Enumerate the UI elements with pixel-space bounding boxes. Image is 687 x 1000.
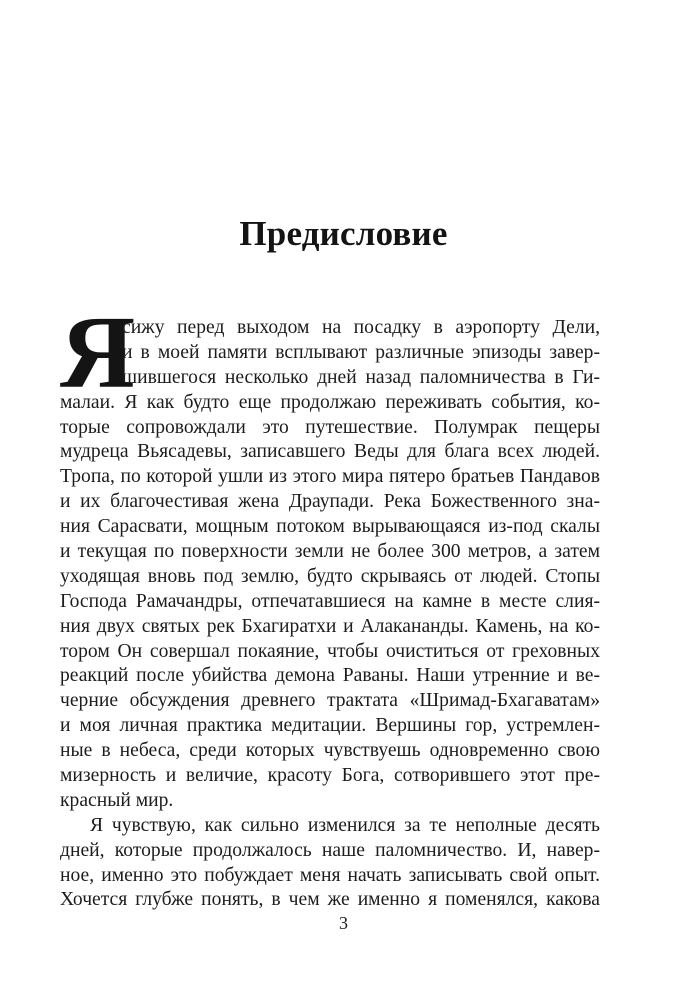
paragraph-2 bbox=[60, 814, 600, 914]
page-number: 3 bbox=[339, 913, 348, 933]
text-line: уходящая вновь под землю, будто скрываясь от людей. Стопы bbox=[60, 565, 600, 587]
drop-cap: Я bbox=[60, 295, 136, 410]
text-line: шившегося несколько дней назад паломничества в Ги- bbox=[122, 366, 600, 388]
text-line: красный мир. bbox=[60, 789, 174, 811]
chapter-text bbox=[60, 316, 600, 913]
text-line: малаи. Я как будто еще продолжаю переживать события, ко- bbox=[60, 391, 600, 413]
text-line: ное, именно это побуждает меня начать записывать свой опыт. bbox=[60, 864, 600, 886]
text-line: и текущая по поверхности земли не более 300 метров, а затем bbox=[60, 541, 600, 563]
text-line: ния двух святых рек Бхагиратхи и Алакананды. Камень, на ко- bbox=[60, 615, 600, 637]
text-line: и их благочестивая жена Драупади. Река Божественного зна- bbox=[60, 491, 600, 513]
text-line: торые сопровождали это путешествие. Полумрак пещеры bbox=[60, 416, 600, 438]
text-line: Господа Рамачандры, отпечатавшиеся на камне в месте слия- bbox=[60, 590, 600, 612]
text-line: ные в небеса, среди которых чувствуешь одновременно свою bbox=[60, 740, 600, 762]
text-line: мизерность и величие, красоту Бога, сотворившего этот пре- bbox=[60, 765, 600, 787]
text-line: и моя личная практика медитации. Вершины гор, устремлен- bbox=[60, 715, 600, 737]
text-line: тором Он совершал покаяние, чтобы очиститься от греховных bbox=[60, 640, 600, 662]
text-line: и в моей памяти всплывают различные эпизоды завер- bbox=[122, 341, 600, 363]
text-line: Хочется глубже понять, в чем же именно я поменялся, какова bbox=[60, 889, 600, 911]
text-line: Я чувствую, как сильно изменился за те неполные десять bbox=[90, 814, 600, 836]
text-line: ния Сарасвати, мощным потоком вырывающаяся из-под скалы bbox=[60, 516, 600, 538]
text-line: черние обсуждения древнего трактата «Шримад-Бхагаватам» bbox=[60, 690, 600, 712]
text-line: дней, которые продолжалось наше паломничество. И, навер- bbox=[60, 839, 600, 861]
text-line: Тропа, по которой ушли из этого мира пятеро братьев Пандавов bbox=[60, 466, 600, 488]
text-line: сижу перед выходом на посадку в аэропорту Дели, bbox=[122, 317, 600, 338]
text-line: реакций после убийства демона Раваны. Наши утренние и ве- bbox=[60, 665, 600, 687]
paragraph-1 bbox=[60, 316, 600, 814]
chapter-title: Предисловие bbox=[239, 214, 448, 253]
text-line: мудреца Вьясадевы, записавшего Веды для блага всех людей. bbox=[60, 441, 600, 463]
